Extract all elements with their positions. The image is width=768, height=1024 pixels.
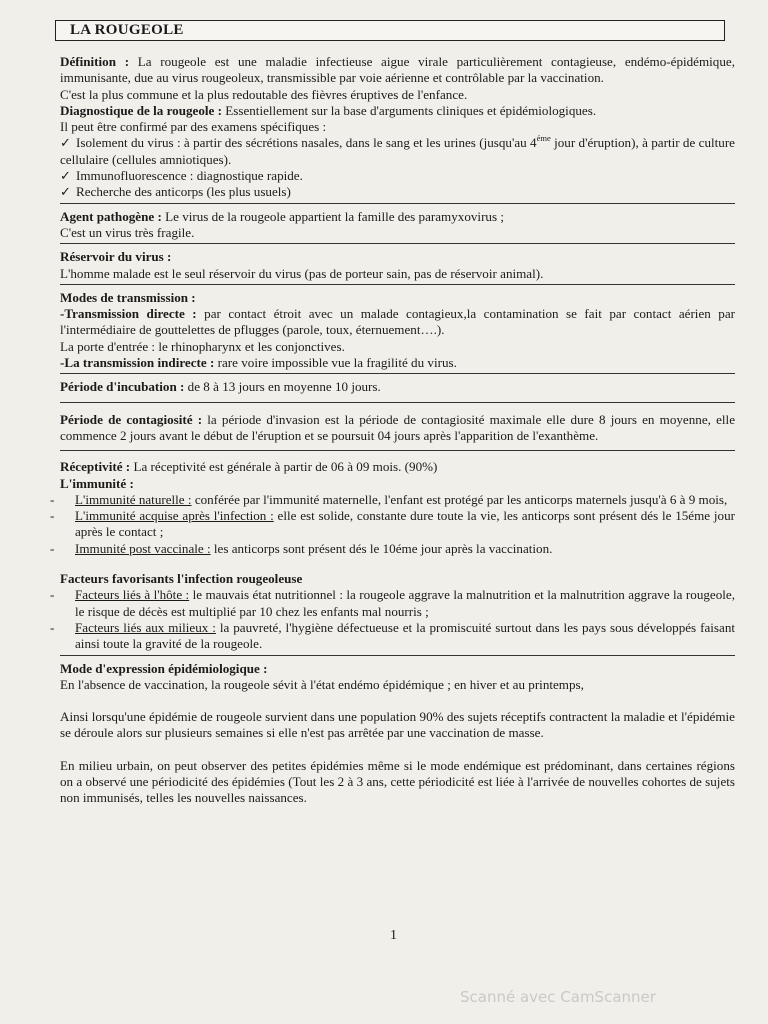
expression-p3: En milieu urbain, on peut observer des petites épidémies même si le mode endémique est prédominant, dans certaines régions on a observé une périodicité des épidémies (Tout les 2 à 3 ans, cette périodicité est liée à l'arrivée de nouvelles cohortes de sujets non immunisés, telles les nouvelles naissances.	[60, 757, 735, 806]
divider	[60, 284, 735, 285]
immunite-acquise: - L'immunité acquise après l'infection : elle est solide, constante dure toute la vie, les anticorps sont présent dés le 15éme jour après le contact ;	[50, 508, 735, 540]
diagnostic-item-1: ✓ Isolement du virus : à partir des sécrétions nasales, dans le sang et les urines (jusqu'au $4^{éme}$ jour d'éruption), à partir de culture cellulaire (cellules amniotiques).	[60, 133, 735, 167]
expression-p1: En l'absence de vaccination, la rougeole sévit à l'état endémo épidémique ; en hiver et au printemps,	[60, 676, 584, 692]
spacer	[60, 557, 735, 571]
facteurs-hote: - Facteurs liés à l'hôte : le mauvais état nutritionnel : la rougeole aggrave la malnutrition et la malnutrition aggrave la rougeole, le risque de décès est multiplié par 10 chez les enfants mal nourris ;	[50, 587, 735, 619]
spacer	[60, 742, 735, 758]
transmission-indirect: -La transmission indirecte : rare voire impossible vue la fragilité du virus.	[60, 355, 457, 371]
facteurs-milieu: - Facteurs liés aux milieux : la pauvreté, l'hygiène défectueuse et la promiscuité surtout dans les pays sous développés faisant ainsi toute la gravité de la rougeole.	[50, 619, 735, 652]
document-body	[50, 54, 736, 807]
receptivite-paragraph: Réceptivité : La réceptivité est générale à partir de 06 à 09 mois. (90%)	[60, 459, 438, 475]
agent-text-2: C'est un virus très fragile.	[60, 224, 195, 240]
definition-paragraph	[60, 54, 735, 87]
transmission-direct: -Transmission directe : par contact étroit avec un malade contagieux,la contamination se fait par contact aérien par l'intermédiaire de gouttelettes de pflugges (parole, toux, éternuement….).	[60, 306, 736, 338]
check-icon: ✓	[60, 168, 71, 184]
agent-paragraph	[60, 209, 735, 225]
agent-label: Agent pathogène :	[60, 208, 162, 224]
expression-p2: Ainsi lorsqu'une épidémie de rougeole survient dans une population 90% des sujets réceptifs contractent la maladie et l'épidémie se déroule alors sur plusieurs semaines si elle n'est pas arrêtée par une vaccination de masse.	[60, 709, 735, 741]
contagiosite-paragraph: Période de contagiosité : la période d'invasion est la période de contagiosité maximale elle dure 8 jours en moyenne, elle commence 2 jours avant le début de l'éruption et se poursuit 04 jours après l'apparition de l'exanthème.	[60, 411, 736, 443]
divider	[60, 373, 735, 374]
check-icon: ✓	[60, 184, 71, 200]
definition-text: La rougeole est une maladie infectieuse aigue virale particulièrement contagieuse, endémo-épidémique, immunisante, due au virus rougeoleux, transmissible par voie aérienne et contrôlable par la vaccination.	[60, 54, 735, 86]
divider	[60, 243, 735, 244]
divider	[60, 203, 735, 204]
transmission-label: Modes de transmission :	[60, 289, 196, 305]
title-box	[55, 20, 725, 41]
expression-label: Mode d'expression épidémiologique :	[60, 660, 268, 676]
diagnostic-text: Essentiellement sur la base d'arguments cliniques et épidémiologiques.	[221, 102, 597, 118]
reservoir-text: L'homme malade est le seul réservoir du virus (pas de porteur sain, pas de réservoir animal).	[60, 265, 544, 281]
diagnostic-paragraph	[60, 103, 735, 119]
immunite-naturelle: - L'immunité naturelle : conférée par l'immunité maternelle, l'enfant est protégé par les anticorps maternels jusqu'à 6 à 9 mois,	[50, 491, 728, 507]
reservoir-label: Réservoir du virus :	[60, 249, 172, 265]
divider	[60, 655, 735, 656]
agent-text: Le virus de la rougeole appartient la famille des paramyxovirus ;	[161, 208, 504, 224]
immunite-vaccinale: - Immunité post vaccinale : les anticorps sont présent dés le 10éme jour après la vaccination.	[50, 540, 553, 556]
divider	[60, 402, 735, 403]
spacer	[60, 693, 735, 709]
facteurs-label: Facteurs favorisants l'infection rougeoleuse	[60, 571, 303, 587]
page-number: 1	[390, 928, 397, 943]
definition-text-2: C'est la plus commune et la plus redoutable des fièvres éruptives de l'enfance.	[60, 86, 468, 102]
check-icon: ✓	[60, 135, 71, 151]
diagnostic-item-3: ✓ Recherche des anticorps (les plus usuels)	[60, 184, 291, 200]
diagnostic-label: Diagnostique de la rougeole :	[60, 102, 222, 118]
transmission-entry: La porte d'entrée : le rhinopharynx et les conjonctives.	[60, 338, 345, 354]
diagnostic-item-2: ✓ Immunofluorescence : diagnostique rapide.	[60, 168, 303, 184]
definition-label: Définition :	[60, 54, 130, 69]
immunite-label: L'immunité :	[60, 475, 134, 491]
diagnostic-intro: Il peut être confirmé par des examens spécifiques :	[60, 119, 327, 135]
incubation-paragraph: Période d'incubation : de 8 à 13 jours en moyenne 10 jours.	[60, 379, 381, 395]
page-title: LA ROUGEOLE	[70, 22, 184, 38]
divider	[60, 450, 735, 451]
watermark: Scanné avec CamScanner	[460, 988, 656, 1006]
